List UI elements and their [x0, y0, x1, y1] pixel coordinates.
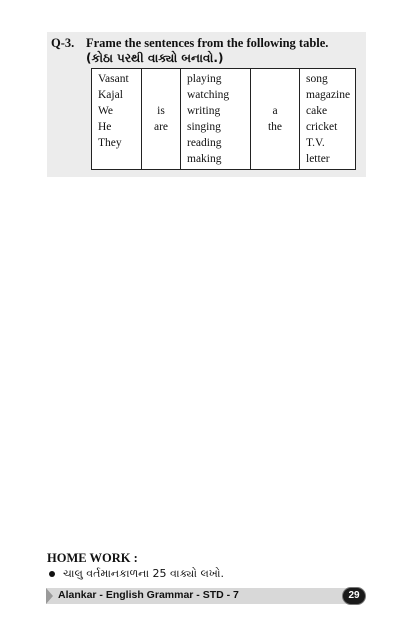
article-column — [251, 69, 300, 170]
table-cell: the — [267, 121, 283, 133]
table-cell: cake — [306, 105, 328, 117]
table-cell: T.V. — [306, 137, 325, 149]
question-title: Frame the sentences from the following table. — [86, 36, 329, 50]
table-cell: Kajal — [98, 89, 123, 101]
table-cell: cricket — [306, 121, 338, 133]
table-cell: reading — [187, 137, 222, 149]
sentence-table — [91, 68, 356, 170]
question-number: Q-3. — [51, 36, 75, 50]
verb-column — [142, 69, 181, 170]
table-cell: singing — [187, 121, 221, 133]
footer-title: Alankar - English Grammar - STD - 7 — [58, 589, 239, 601]
table-cell: are — [153, 121, 169, 133]
homework-title: HOME WORK : — [47, 551, 138, 565]
table-cell: writing — [187, 105, 221, 117]
table-cell: Vasant — [98, 73, 129, 85]
page-footer — [46, 588, 366, 604]
triangle-marker-icon — [46, 588, 53, 604]
participle-column — [181, 69, 251, 170]
table-cell: letter — [306, 153, 330, 165]
table-cell: a — [272, 105, 278, 117]
table-cell: magazine — [306, 89, 351, 101]
table-cell: making — [187, 153, 222, 165]
page-number-badge: 29 — [342, 587, 366, 605]
subject-column — [92, 69, 142, 170]
table-cell: playing — [187, 73, 222, 85]
table-cell: He — [98, 121, 112, 133]
object-column — [300, 69, 356, 170]
table-cell: is — [157, 105, 165, 117]
table-cell: We — [98, 105, 114, 117]
table-cell: They — [98, 137, 122, 149]
homework-item — [47, 567, 224, 581]
homework-item-text: ચાલુ વર્તમાનકાળના 25 વાક્યો લખો. — [63, 567, 225, 580]
question-subtitle: (કોઠા પરથી વાક્યો બનાવો.) — [86, 51, 224, 65]
table-cell: watching — [187, 89, 230, 101]
table-cell: song — [306, 73, 328, 85]
table-row — [92, 69, 356, 170]
bullet-icon — [49, 571, 55, 577]
